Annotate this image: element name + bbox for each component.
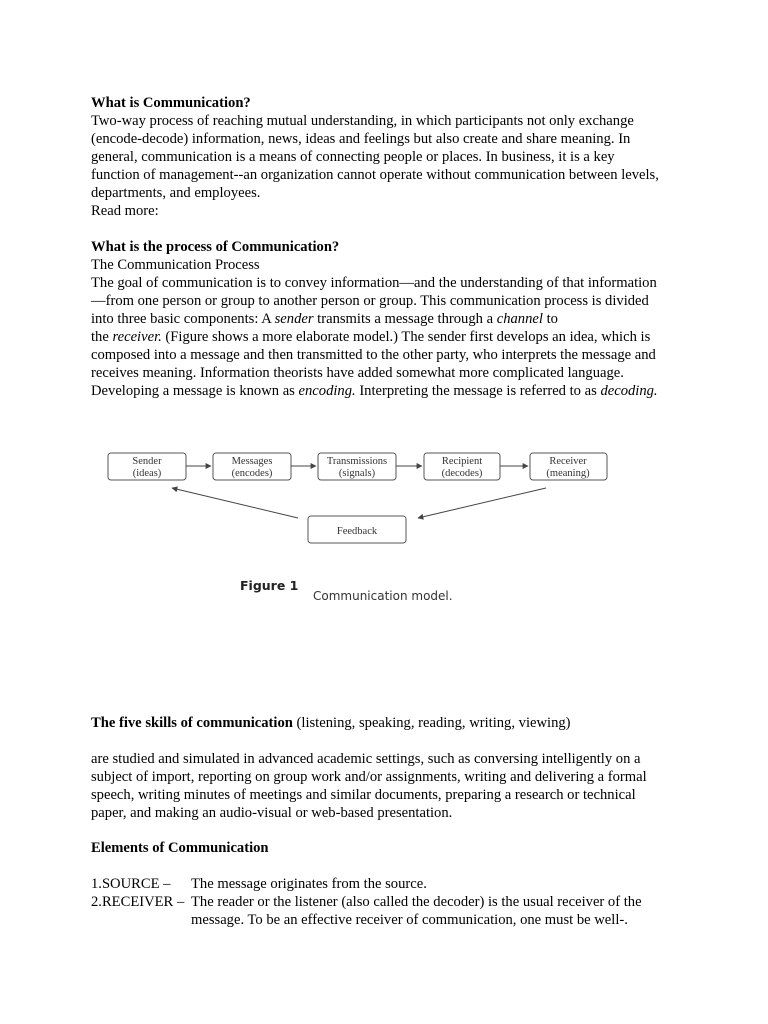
paragraph-line: speech, writing minutes of meetings and similar documents, preparing a research or technical [91,787,636,803]
text-run: into three basic components: A [91,311,275,327]
read-more-text: Read more: [91,203,159,219]
box-receiver-sub: (meaning) [546,468,590,479]
heading-process-of-communication: What is the process of Communication? [91,239,340,255]
term-decoding: decoding. [600,383,658,399]
box-feedback [308,516,406,543]
box-transmissions-sub: (signals) [338,468,376,479]
box-recipient [424,453,500,480]
list-item-source-label: 1.SOURCE – [91,876,171,892]
box-receiver [530,453,607,480]
paragraph-line: (encode-decode) information, news, ideas and feelings but also create and share meaning. In [91,131,631,147]
paragraph-line: The goal of communication is to convey information—and the understanding of that information [91,275,657,291]
list-item-source-text: The message originates from the source. [191,876,427,892]
paragraph-line [91,714,571,732]
paragraph-line [91,328,650,346]
paragraph-line [91,310,558,328]
list-item-receiver-label: 2.RECEIVER – [91,894,185,910]
paragraph-line: —from one person or group to another person or group. This communication process is divided [91,293,649,309]
text-run: transmits a message through a [313,311,497,327]
term-sender: sender [274,311,314,327]
term-channel: channel [496,311,543,327]
box-messages-sub: (encodes) [231,468,273,479]
communication-model-diagram [100,440,620,610]
paragraph-line: are studied and simulated in advanced academic settings, such as conversing intelligently on a [91,751,641,767]
box-sender-label: Sender [132,456,162,467]
paragraph-line: paper, and making an audio-visual or web-based presentation. [91,805,453,821]
text-run: (Figure shows a more elaborate model.) The sender first develops an idea, which is [161,329,651,345]
heading-what-is-communication: What is Communication? [91,95,251,111]
heading-five-skills: The five skills of communication [91,715,293,731]
term-receiver: receiver. [112,329,162,345]
paragraph-line: subject of import, reporting on group work and/or assignments, writing and delivering a formal [91,769,647,785]
list-item-receiver-text: The reader or the listener (also called the decoder) is the usual receiver of the [191,894,642,910]
arrow-from-feedback-icon [172,488,298,518]
paragraph-line: departments, and employees. [91,185,261,201]
paragraph-line [91,382,658,400]
box-sender [108,453,186,480]
paragraph-line: receives meaning. Information theorists have added somewhat more complicated language. [91,365,624,381]
box-transmissions-label: Transmissions [326,456,388,467]
term-encoding: encoding. [298,383,356,399]
box-transmissions [318,453,396,480]
paragraph-line: general, communication is a means of connecting people or places. In business, it is a key [91,149,615,165]
paragraph-line: function of management--an organization cannot operate without communication between levels, [91,167,659,183]
subheading-communication-process: The Communication Process [91,257,260,273]
box-messages [213,453,291,480]
list-item-receiver-continuation: message. To be an effective receiver of communication, one must be well-. [191,912,628,928]
text-run: the [91,329,113,345]
text-run: to [542,311,558,327]
box-recipient-label: Recipient [441,456,483,467]
box-sender-sub: (ideas) [132,468,162,479]
heading-elements-of-communication: Elements of Communication [91,840,269,856]
figure-label: Figure 1 [240,578,299,593]
skills-list: (listening, speaking, reading, writing, viewing) [292,715,571,731]
figure-caption: Communication model. [313,589,453,603]
text-run: Interpreting the message is referred to as [355,383,601,399]
box-recipient-sub: (decodes) [441,468,483,479]
box-receiver-label: Receiver [549,456,587,467]
arrow-to-feedback-icon [418,488,546,518]
paragraph-line: composed into a message and then transmitted to the other party, who interprets the message and [91,347,656,363]
box-messages-label: Messages [231,456,273,467]
box-feedback-label: Feedback [336,526,378,537]
paragraph-line: Two-way process of reaching mutual understanding, in which participants not only exchange [91,113,634,129]
text-run: Developing a message is known as [91,383,299,399]
